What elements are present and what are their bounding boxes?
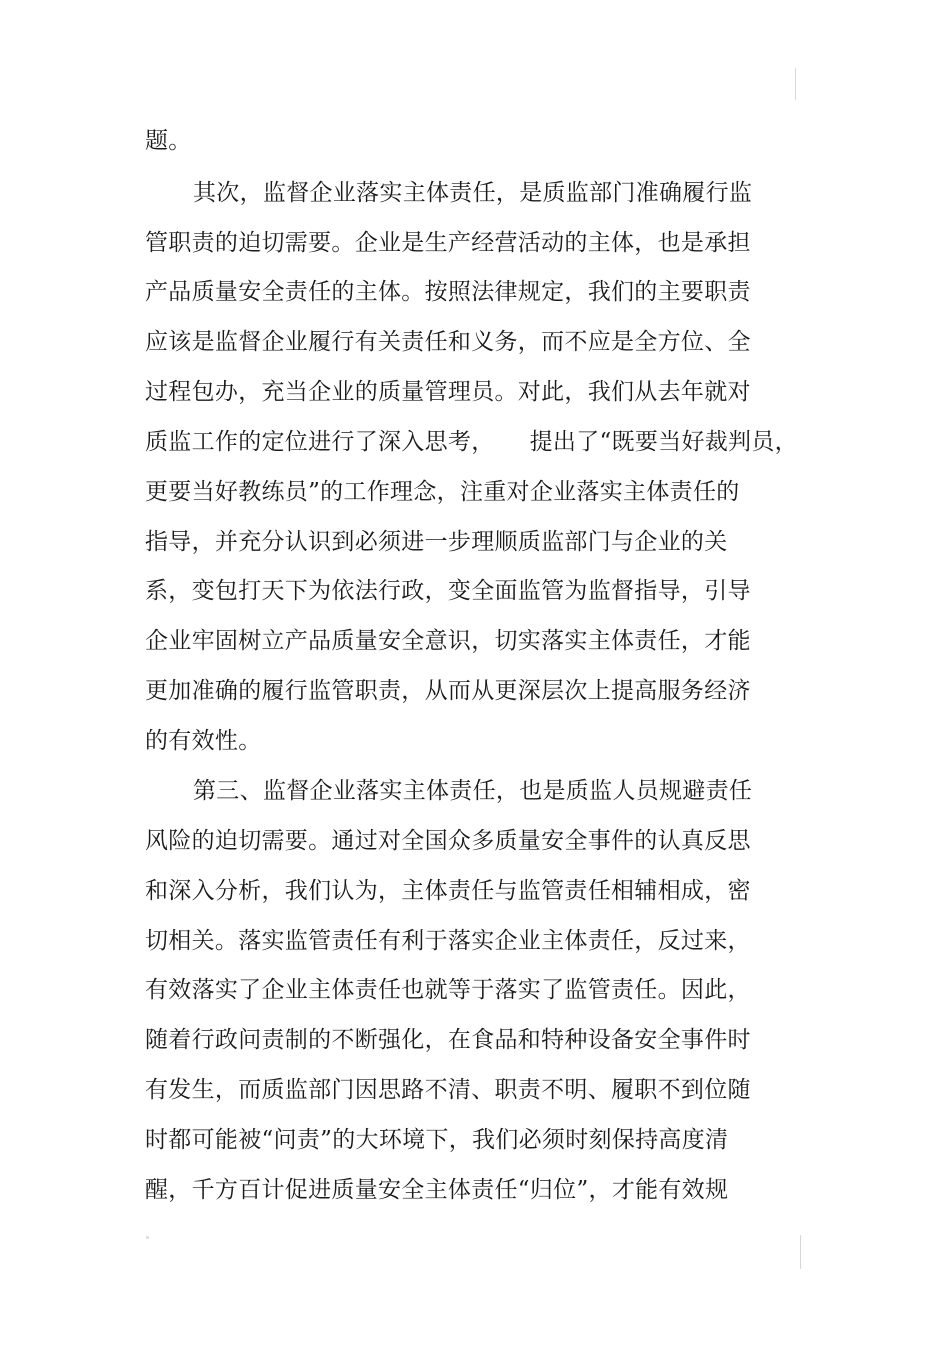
text-line: 质监工作的定位进行了深入思考， 提出了“既要当好裁判员， bbox=[145, 429, 798, 455]
text-line: 切相关。落实监管责任有利于落实企业主体责任，反过来， bbox=[145, 928, 751, 954]
text-line: 更要当好教练员”的工作理念，注重对企业落实主体责任的 bbox=[145, 479, 740, 505]
page-edge-mark-top bbox=[795, 68, 796, 100]
text-line: 指导，并充分认识到必须进一步理顺质监部门与企业的关 bbox=[145, 529, 728, 555]
text-line: 题。 bbox=[145, 128, 192, 154]
text-line: 系，变包打天下为依法行政，变全面监管为监督指导，引导 bbox=[145, 578, 751, 604]
text-line: 其次，监督企业落实主体责任，是质监部门准确履行监 bbox=[193, 180, 753, 206]
page-edge-mark-bottom bbox=[800, 1235, 801, 1269]
text-line: 管职责的迫切需要。企业是生产经营活动的主体，也是承担 bbox=[145, 230, 751, 256]
text-line: 企业牢固树立产品质量安全意识，切实落实主体责任，才能 bbox=[145, 628, 751, 654]
text-line: 有效落实了企业主体责任也就等于落实了监管责任。因此， bbox=[145, 977, 751, 1003]
text-line: 风险的迫切需要。通过对全国众多质量安全事件的认真反思 bbox=[145, 828, 751, 854]
text-line: 和深入分析，我们认为，主体责任与监管责任相辅相成，密 bbox=[145, 878, 751, 904]
text-line: 第三、监督企业落实主体责任，也是质监人员规避责任 bbox=[193, 778, 753, 804]
text-line: 过程包办，充当企业的质量管理员。对此，我们从去年就对 bbox=[145, 379, 751, 405]
text-line: 醒，千方百计促进质量安全主体责任“归位”，才能有效规 bbox=[145, 1177, 729, 1203]
text-line: 随着行政问责制的不断强化，在食品和特种设备安全事件时 bbox=[145, 1027, 751, 1053]
text-line: 产品质量安全责任的主体。按照法律规定，我们的主要职责 bbox=[145, 279, 751, 305]
page-corner-mark bbox=[146, 1236, 149, 1239]
text-line: 的有效性。 bbox=[145, 728, 262, 754]
text-line: 更加准确的履行监管职责，从而从更深层次上提高服务经济 bbox=[145, 678, 751, 704]
text-line: 有发生，而质监部门因思路不清、职责不明、履职不到位随 bbox=[145, 1077, 751, 1103]
text-line: 应该是监督企业履行有关责任和义务，而不应是全方位、全 bbox=[145, 329, 751, 355]
text-line: 时都可能被“问责”的大环境下，我们必须时刻保持高度清 bbox=[145, 1127, 729, 1153]
